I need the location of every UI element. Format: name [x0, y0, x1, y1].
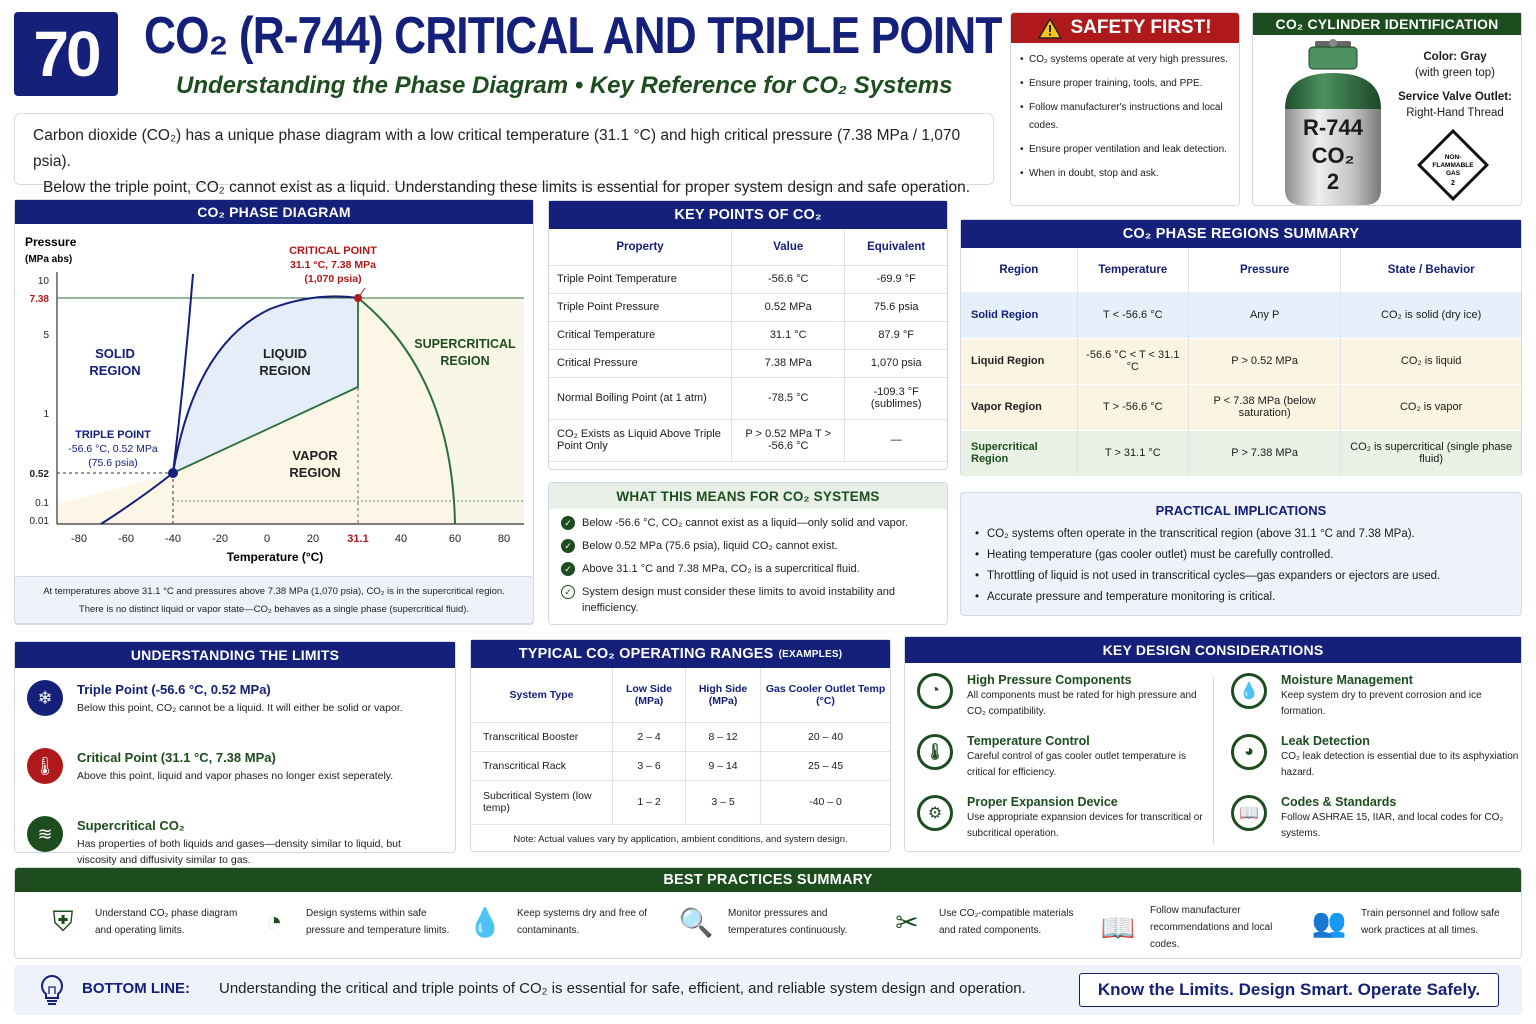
y-tick-label: 5: [43, 330, 49, 341]
phase-regions-cell: T > 31.1 °C: [1077, 430, 1188, 476]
y-tick-label: 7.38: [29, 294, 49, 305]
key-points-cell: -69.9 °F: [845, 265, 947, 293]
x-tick-label: 40: [394, 533, 408, 545]
key-points-header: KEY POINTS OF CO₂: [549, 201, 947, 229]
key-points-cell: Critical Temperature: [549, 321, 732, 349]
supercritical-region-label-2: REGION: [440, 354, 490, 368]
best-practice-text: Design systems within safe pressure and temperature limits.: [306, 908, 450, 936]
gauge-alert-icon: ◕: [1231, 734, 1267, 770]
check-circle-icon: ✓: [561, 562, 575, 576]
operating-cell: 20 – 40: [761, 722, 890, 751]
limit-heading: Triple Point (-56.6 °C, 0.52 MPa): [77, 682, 271, 697]
key-points-panel: [548, 200, 948, 470]
x-axis-label: Temperature (°C): [226, 550, 324, 564]
cylinder-color-sub: (with green top): [1415, 67, 1495, 79]
safety-item: • Ensure proper training, tools, and PPE.: [1029, 75, 1229, 93]
phase-regions-cell: P > 7.38 MPa: [1188, 430, 1340, 476]
understanding-limits-header: UNDERSTANDING THE LIMITS: [15, 642, 455, 668]
design-item: [1231, 795, 1521, 842]
what-this-means-item: [561, 584, 937, 616]
cylinder-illustration: [1275, 39, 1391, 207]
limit-body: Above this point, liquid and vapor phases no longer exist seperately.: [77, 770, 394, 782]
operating-ranges-note: Note: Actual values vary by application, ambient conditions, and system design.: [513, 833, 848, 845]
y-axis-label-2: (MPa abs): [25, 254, 73, 265]
limit-item: [15, 680, 455, 740]
best-practice-item: [887, 902, 1092, 942]
triple-point-label-3: (75.6 psia): [88, 457, 138, 469]
limit-heading: Critical Point (31.1 °C, 7.38 MPa): [77, 750, 276, 765]
phase-regions-cell: CO₂ is vapor: [1341, 384, 1521, 430]
what-this-means-item: [561, 538, 937, 554]
operating-cell: Transcritical Booster: [471, 722, 612, 751]
key-points-header-cell: Property: [549, 229, 732, 265]
phase-regions-cell: T > -56.6 °C: [1077, 384, 1188, 430]
best-practice-text: Train personnel and follow safe work practices at all times.: [1361, 908, 1500, 936]
vapor-region-label-2: REGION: [289, 465, 341, 480]
design-heading: High Pressure Components: [967, 673, 1132, 687]
key-points-header-cell: Equivalent: [845, 229, 947, 265]
x-tick-labels: [71, 533, 510, 545]
droplet-icon: 💧: [1231, 673, 1267, 709]
y-tick-labels: [30, 276, 50, 527]
what-this-means-text: Above 31.1 °C and 7.38 MPa, CO₂ is a supercritical fluid.: [582, 563, 860, 575]
shield-icon: ⛨: [52, 905, 74, 937]
operating-header-cell: High Side (MPa): [686, 668, 761, 722]
thermometer-icon: 🌡: [917, 734, 953, 770]
operating-cell: -40 – 0: [761, 780, 890, 824]
phase-regions-row: [961, 430, 1521, 476]
understanding-limits-panel: [14, 641, 456, 866]
phase-regions-row: [961, 292, 1521, 338]
design-item: [917, 734, 1207, 781]
x-tick-label: 31.1: [347, 533, 369, 545]
phase-diagram-chart: [15, 224, 533, 576]
triple-point-marker: [168, 468, 178, 478]
diamond-line-3: GAS: [1445, 170, 1461, 177]
people-icon: 👥: [1311, 906, 1347, 938]
what-this-means-header: WHAT THIS MEANS FOR CO₂ SYSTEMS: [549, 483, 947, 509]
design-body: Keep system dry to prevent corrosion and ice formation.: [1281, 690, 1482, 717]
bottom-line-bar: [14, 965, 1522, 1015]
operating-cell: Transcritical Rack: [471, 751, 612, 780]
phase-regions-cell: Liquid Region: [961, 338, 1077, 384]
design-heading: Moisture Management: [1281, 673, 1413, 687]
what-this-means-list: [549, 509, 947, 616]
operating-header-cell: System Type: [471, 668, 612, 722]
design-item: [1231, 734, 1521, 781]
practical-implication-item: • Throttling of liquid is not used in transcritical cycles—gas expanders or ejectors are used.: [987, 566, 1509, 587]
limit-text: [77, 748, 393, 784]
key-points-row: [549, 265, 947, 293]
practical-implications-list: [961, 518, 1521, 608]
design-body: Use appropriate expansion devices for transcritical or subcritical operation.: [967, 812, 1203, 839]
key-points-cell: Triple Point Pressure: [549, 293, 732, 321]
key-points-cell: 31.1 °C: [732, 321, 845, 349]
operating-cell: 3 – 6: [612, 751, 685, 780]
design-text: [967, 734, 1207, 781]
book-icon: 📖: [1231, 795, 1267, 831]
operating-header-cell: Low Side (MPa): [612, 668, 685, 722]
critical-point-label-2: 31.1 °C, 7.38 MPa: [290, 259, 376, 271]
hazard-diamond-icon: [1417, 129, 1489, 201]
design-item: [917, 795, 1207, 842]
best-practice-text: Monitor pressures and temperatures continuously.: [728, 908, 848, 936]
gauge-icon: ◔: [265, 906, 283, 937]
what-this-means-item: [561, 515, 937, 531]
droplet-icon: 💧: [467, 906, 503, 938]
what-this-means-item: [561, 561, 937, 577]
design-item: [1231, 673, 1521, 720]
operating-ranges-table: [471, 668, 890, 825]
gauge-icon: ◔: [917, 673, 953, 709]
phase-regions-cell: -56.6 °C < T < 31.1 °C: [1077, 338, 1188, 384]
key-points-header-cell: Value: [732, 229, 845, 265]
page-subtitle: Understanding the Phase Diagram • Key Reference for CO₂ Systems: [176, 72, 953, 99]
operating-cell: 25 – 45: [761, 751, 890, 780]
understanding-limits-list: [15, 668, 455, 876]
diamond-line-4: 2: [1451, 180, 1455, 187]
design-item: [917, 673, 1207, 720]
key-points-row: [549, 349, 947, 377]
phase-regions-header: CO₂ PHASE REGIONS SUMMARY: [961, 220, 1521, 248]
what-this-means-text: System design must consider these limits to avoid instability and inefficiency.: [582, 586, 896, 614]
key-points-cell: —: [845, 419, 947, 461]
key-points-cell: 75.6 psia: [845, 293, 947, 321]
limit-body: Below this point, CO₂ cannot be a liquid. It will either be solid or vapor.: [77, 702, 403, 714]
operating-ranges-title-suffix: (EXAMPLES): [778, 648, 843, 660]
lightbulb-icon: [38, 974, 66, 1006]
limit-body: Has properties of both liquids and gases—density similar to liquid, but viscosity and diffusivity similar to gas.: [77, 838, 401, 866]
design-heading: Codes & Standards: [1281, 795, 1397, 809]
warning-icon: [1038, 18, 1062, 39]
solid-region-label-1: SOLID: [95, 346, 135, 361]
x-tick-label: 80: [497, 533, 511, 545]
operating-ranges-title: TYPICAL CO₂ OPERATING RANGES: [518, 646, 774, 662]
triple-point-label-1: TRIPLE POINT: [75, 429, 151, 441]
design-text: [1281, 734, 1521, 781]
operating-cell: 2 – 4: [612, 722, 685, 751]
key-points-cell: -56.6 °C: [732, 265, 845, 293]
operating-cell: Subcritical System (low temp): [471, 780, 612, 824]
intro-box: [14, 113, 994, 196]
x-tick-label: 60: [448, 533, 462, 545]
phase-regions-row: [961, 384, 1521, 430]
practical-implication-item: • CO₂ systems often operate in the transcritical region (above 31.1 °C and 7.38 MPa).: [987, 524, 1509, 545]
check-circle-icon: ✓: [561, 539, 575, 553]
cylinder-color-heading: Color: Gray: [1423, 51, 1487, 63]
magnifier-icon: 🔍: [678, 906, 714, 938]
what-this-means-text: Below 0.52 MPa (75.6 psia), liquid CO₂ cannot exist.: [582, 540, 838, 552]
cylinder-panel: [1252, 12, 1522, 206]
check-circle-icon: ✓: [561, 585, 575, 599]
key-points-cell: P > 0.52 MPa T > -56.6 °C: [732, 419, 845, 461]
phase-regions-header-cell: State / Behavior: [1341, 248, 1521, 292]
safety-title: SAFETY FIRST!: [1070, 17, 1212, 38]
operating-cell: 9 – 14: [686, 751, 761, 780]
key-points-cell: 1,070 psia: [845, 349, 947, 377]
phase-diagram-panel: [14, 199, 534, 625]
best-practice-text: Keep systems dry and free of contaminants.: [517, 908, 648, 936]
design-body: CO₂ leak detection is essential due to its asphyxiation hazard.: [1281, 751, 1519, 778]
phase-regions-cell: Supercritical Region: [961, 430, 1077, 476]
operating-row: [471, 780, 890, 824]
operating-cell: 8 – 12: [686, 722, 761, 751]
safety-item: • Follow manufacturer's instructions and local codes.: [1029, 99, 1229, 135]
phase-regions-row: [961, 338, 1521, 384]
valve-icon: ⚙: [917, 795, 953, 831]
critical-point-label-1: CRITICAL POINT: [289, 245, 377, 257]
best-practice-item: [676, 902, 881, 942]
phase-regions-cell: P > 0.52 MPa: [1188, 338, 1340, 384]
cylinder-label-main: R-744: [1303, 115, 1363, 140]
key-points-cell: 7.38 MPa: [732, 349, 845, 377]
key-points-row: [549, 377, 947, 419]
safety-item: • CO₂ systems operate at very high pressures.: [1029, 51, 1229, 69]
best-practice-item: [1098, 902, 1303, 953]
phase-regions-cell: CO₂ is solid (dry ice): [1341, 292, 1521, 338]
cylinder-valve-heading: Service Valve Outlet:: [1398, 91, 1512, 103]
operating-row: [471, 751, 890, 780]
phase-regions-cell: T < -56.6 °C: [1077, 292, 1188, 338]
key-points-cell: -78.5 °C: [732, 377, 845, 419]
x-tick-label: -60: [118, 533, 134, 545]
safety-item: • Ensure proper ventilation and leak detection.: [1029, 141, 1229, 159]
liquid-region-label-1: LIQUID: [262, 346, 308, 361]
design-considerations-header: KEY DESIGN CONSIDERATIONS: [905, 637, 1521, 663]
phase-diagram-note-2: There is no distinct liquid or vapor state—CO₂ behaves as a single phase (supercritical fluid).: [78, 604, 470, 615]
phase-regions-cell: Solid Region: [961, 292, 1077, 338]
operating-header-cell: Gas Cooler Outlet Temp (°C): [761, 668, 890, 722]
operating-cell: 3 – 5: [686, 780, 761, 824]
solid-region-label-2: REGION: [89, 363, 141, 378]
supercritical-region-label-1: SUPERCRITICAL: [414, 337, 516, 351]
y-tick-label: 0.01: [29, 516, 49, 527]
key-points-cell: -109.3 °F (sublimes): [845, 377, 947, 419]
bottom-line-motto: Know the Limits. Design Smart. Operate Safely.: [1079, 973, 1499, 1007]
critical-point-label-3: (1,070 psia): [304, 273, 362, 285]
phase-regions-cell: CO₂ is liquid: [1341, 338, 1521, 384]
best-practice-item: [1309, 902, 1514, 942]
best-practice-item: [43, 902, 248, 942]
operating-ranges-header: [471, 640, 890, 668]
safety-header: [1011, 13, 1239, 43]
limit-heading: Supercritical CO₂: [77, 818, 185, 833]
x-tick-label: -20: [212, 533, 228, 545]
best-practices-header: BEST PRACTICES SUMMARY: [15, 868, 1521, 892]
design-considerations-panel: [904, 636, 1522, 852]
liquid-region-label-2: REGION: [259, 363, 311, 378]
x-tick-label: -80: [71, 533, 87, 545]
key-points-cell: 87.9 °F: [845, 321, 947, 349]
design-text: [1281, 795, 1521, 842]
snowflake-icon: ❄: [27, 680, 63, 716]
x-tick-label: -40: [165, 533, 181, 545]
bottom-line-label: BOTTOM LINE:: [82, 980, 191, 997]
diamond-line-1: NON-: [1444, 154, 1462, 161]
key-points-cell: 0.52 MPa: [732, 293, 845, 321]
phase-regions-header-cell: Region: [999, 264, 1039, 276]
best-practice-text: Use CO₂-compatible materials and rated components.: [939, 908, 1074, 936]
cylinder-header: CO₂ CYLINDER IDENTIFICATION: [1253, 13, 1521, 35]
design-text: [967, 795, 1207, 842]
y-tick-label: 1: [43, 409, 49, 420]
design-body: Careful control of gas cooler outlet temperature is critical for efficiency.: [967, 751, 1186, 778]
key-points-cell: Normal Boiling Point (at 1 atm): [549, 377, 732, 419]
best-practice-text: Understand CO₂ phase diagram and operating limits.: [95, 908, 238, 936]
best-practice-text: Follow manufacturer recommendations and local codes.: [1150, 905, 1273, 950]
y-axis-label-1: Pressure: [25, 235, 77, 249]
phase-diagram-note: [14, 576, 534, 624]
key-points-row: [549, 293, 947, 321]
book-icon: 📖: [1100, 912, 1136, 943]
phase-regions-cell: Vapor Region: [961, 384, 1077, 430]
practical-implications-panel: [960, 492, 1522, 616]
key-points-cell: Triple Point Temperature: [549, 265, 732, 293]
x-tick-label: 0: [263, 533, 271, 545]
design-body: All components must be rated for high pressure and CO₂ compatibility.: [967, 690, 1197, 717]
what-this-means-text: Below -56.6 °C, CO₂ cannot exist as a liquid—only solid and vapor.: [582, 517, 909, 529]
design-heading: Proper Expansion Device: [967, 795, 1118, 809]
what-this-means-panel: [548, 482, 948, 625]
safety-panel: [1010, 12, 1240, 206]
design-text: [1281, 673, 1521, 720]
key-points-row: [549, 419, 947, 461]
page-title: CO₂ (R-744) CRITICAL AND TRIPLE POINT: [144, 7, 1002, 65]
design-text: [967, 673, 1207, 720]
vapor-region-label-1: VAPOR: [292, 448, 338, 463]
phase-regions-cell: CO₂ is supercritical (single phase fluid): [1341, 430, 1521, 476]
triple-point-label-2: -56.6 °C, 0.52 MPa: [68, 443, 158, 455]
best-practices-panel: [14, 867, 1522, 959]
best-practice-item: [465, 902, 670, 942]
practical-implication-item: • Heating temperature (gas cooler outlet) must be carefully controlled.: [987, 545, 1509, 566]
key-points-table: [549, 229, 947, 462]
practical-implication-item: • Accurate pressure and temperature monitoring is critical.: [987, 587, 1509, 608]
key-points-cell: CO₂ Exists as Liquid Above Triple Point Only: [549, 419, 732, 461]
phase-regions-header-cell: Pressure: [1188, 248, 1340, 292]
operating-cell: 1 – 2: [612, 780, 685, 824]
x-tick-label: 20: [306, 533, 320, 545]
operating-row: [471, 722, 890, 751]
key-points-row: [549, 321, 947, 349]
phase-regions-table: [961, 248, 1521, 477]
key-points-cell: Critical Pressure: [549, 349, 732, 377]
phase-diagram-header: CO₂ PHASE DIAGRAM: [15, 200, 533, 224]
phase-regions-cell: Any P: [1188, 292, 1340, 338]
page-number-badge: 70: [14, 12, 118, 96]
limit-text: [77, 816, 443, 868]
cylinder-valve-sub: Right-Hand Thread: [1406, 107, 1504, 119]
cylinder-label-num: 2: [1326, 169, 1340, 194]
best-practice-item: [254, 902, 459, 942]
design-divider: [1213, 677, 1214, 845]
safety-list: [1011, 43, 1239, 183]
design-heading: Temperature Control: [967, 734, 1090, 748]
bottom-line-text: Understanding the critical and triple points of CO₂ is essential for safe, efficient, and reliable system design and operation.: [219, 980, 1026, 997]
tools-icon: ✂: [895, 906, 919, 938]
phase-regions-panel: [960, 219, 1522, 477]
limit-item: [15, 748, 455, 808]
diamond-line-2: FLAMMABLE: [1432, 162, 1474, 169]
y-tick-label: 10: [37, 276, 49, 287]
phase-regions-header-cell: Temperature: [1077, 248, 1188, 292]
safety-item: • When in doubt, stop and ask.: [1029, 165, 1229, 183]
design-heading: Leak Detection: [1281, 734, 1370, 748]
intro-line-2: Below the triple point, CO₂ cannot exist as a liquid. Understanding these limits is essential for proper system design and safe operation.: [43, 179, 971, 196]
practical-implications-title: PRACTICAL IMPLICATIONS: [1155, 503, 1327, 518]
operating-ranges-panel: [470, 639, 891, 852]
check-circle-icon: ✓: [561, 516, 575, 530]
intro-line-1: Carbon dioxide (CO₂) has a unique phase diagram with a low critical temperature (31.1 °C) and high critical pressure (7.38 MPa / 1,070 psia).: [33, 127, 961, 170]
y-tick-label: 0.1: [35, 498, 49, 509]
heat-waves-icon: ≋: [27, 816, 63, 852]
design-body: Follow ASHRAE 15, IIAR, and local codes for CO₂ systems.: [1281, 812, 1504, 839]
y-tick-label: 0.52: [29, 469, 49, 480]
thermometer-icon: 🌡: [27, 748, 63, 784]
limit-text: [77, 680, 403, 716]
phase-regions-cell: P < 7.38 MPa (below saturation): [1188, 384, 1340, 430]
cylinder-label-co2: CO₂: [1311, 143, 1355, 168]
phase-diagram-note-1: At temperatures above 31.1 °C and pressures above 7.38 MPa (1,070 psia), CO₂ is in the supercritical region.: [43, 586, 505, 597]
